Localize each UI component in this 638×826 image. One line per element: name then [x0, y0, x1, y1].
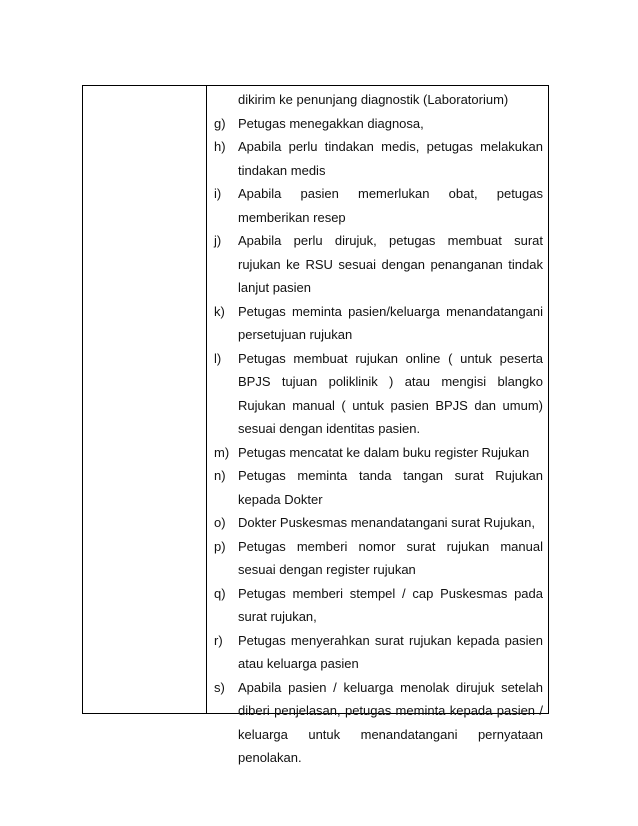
procedure-step-i — [207, 182, 543, 229]
step-marker: l) — [214, 350, 222, 366]
procedure-step-g — [207, 112, 543, 136]
procedure-table — [82, 85, 549, 765]
step-marker: n) — [214, 468, 226, 483]
step-marker: m) — [214, 444, 230, 460]
procedure-step-list — [207, 88, 543, 770]
procedure-step-o — [207, 511, 543, 535]
step-text: Apabila perlu tindakan medis, petugas melakukan tindakan medis — [238, 139, 543, 178]
step-text: Petugas memberi nomor surat rujukan manual sesuai dengan register rujukan — [238, 538, 543, 577]
step-text: Petugas meminta tanda tangan surat Rujukan kepada Dokter — [238, 468, 543, 507]
step-marker: j) — [214, 233, 222, 248]
procedure-step-n — [207, 464, 543, 511]
step-text: Petugas menyerahkan surat rujukan kepada pasien atau keluarga pasien — [238, 632, 543, 671]
step-marker: k) — [214, 303, 225, 319]
step-marker: i) — [214, 186, 222, 201]
step-text: Petugas mencatat ke dalam buku register Rujukan — [238, 444, 530, 460]
step-text: Petugas memberi stempel / cap Puskesmas pada surat rujukan, — [238, 585, 543, 624]
step-text: Petugas menegakkan diagnosa, — [238, 115, 424, 131]
step-text: Apabila pasien / keluarga menolak dirujuk setelah diberi penjelasan, petugas meminta kepada pasien / keluarga untuk menandatangani pernyataan penolakan. — [238, 679, 543, 765]
step-marker: p) — [214, 538, 226, 554]
step-marker: r) — [214, 632, 223, 648]
step-text: Petugas membuat rujukan online ( untuk peserta BPJS tujuan poliklinik ) atau mengisi blangko Rujukan manual ( untuk pasien BPJS dan umum) sesuai dengan identitas pasien. — [238, 350, 543, 436]
procedure-step-s — [207, 676, 543, 770]
procedure-step-k — [207, 300, 543, 347]
procedure-step-j — [207, 229, 543, 300]
step-text: Apabila perlu dirujuk, petugas membuat surat rujukan ke RSU sesuai dengan penanganan tindak lanjut pasien — [238, 233, 543, 295]
procedure-step-l — [207, 347, 543, 441]
step-marker: q) — [214, 585, 226, 601]
procedure-step-continuation — [207, 88, 543, 112]
step-marker: o) — [214, 515, 226, 530]
procedure-step-m — [207, 441, 543, 465]
step-text: Apabila pasien memerlukan obat, petugas memberikan resep — [238, 186, 543, 225]
table-left-cell — [83, 86, 207, 713]
step-text: Petugas meminta pasien/keluarga menandatangani persetujuan rujukan — [238, 303, 543, 342]
table-right-cell — [207, 86, 548, 765]
procedure-step-r — [207, 629, 543, 676]
step-marker: g) — [214, 115, 226, 131]
procedure-step-p — [207, 535, 543, 582]
step-text: dikirim ke penunjang diagnostik (Laboratorium) — [238, 92, 509, 107]
procedure-step-h — [207, 135, 543, 182]
step-marker: s) — [214, 679, 225, 695]
procedure-step-q — [207, 582, 543, 629]
step-text: Dokter Puskesmas menandatangani surat Rujukan, — [238, 515, 535, 530]
step-marker: h) — [214, 139, 226, 154]
